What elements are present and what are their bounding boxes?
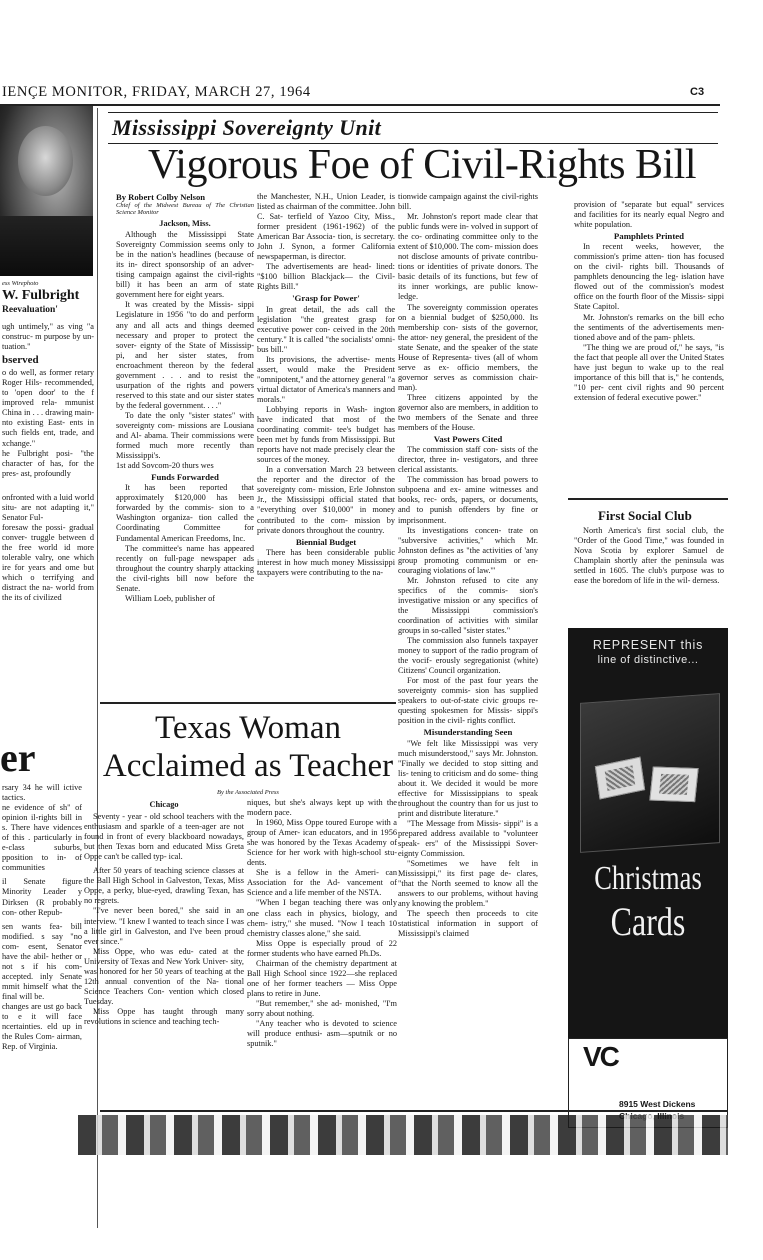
paragraph: Mr. Johnston's report made clear that public funds were in- volved in support of the co- ordinating committee only to the extent of $10,000. The com- mission does not disclose amounts of private contribu- tions or identities of private donors. The basic details of its functions, but few of its inner workings, are public know- ledge. (398, 212, 538, 302)
bottom-scan-strip (78, 1115, 728, 1155)
subhead: 'Grasp for Power' (292, 293, 360, 304)
byline: By Robert Colby Nelson (116, 192, 206, 202)
paragraph: The committee's name has appeared recently on full-page newspaper ads throughout the country sharply attacking the civil-rights bill now before the Senate. (116, 543, 254, 593)
paragraph: "Sometimes we have felt in Mississippi," its first page de- clares, "that the North seemed to know all the answers to our problems, without having any knowing the problem." (398, 859, 538, 909)
paragraph: the Manchester, N.H., Union Leader, is listed as chairman of the committee. John C. Sat- terfield of Yazoo City, Miss., former president (1961-1962) of the American Bar Associa- tion, is secretary. John J. Synon, a former California newspaperman, is director. (257, 192, 395, 262)
paragraph: It was created by the Missis- sippi Legislature in 1956 "to do and perform any and all acts and things deemed necessary and proper to protect the sover- eignty of the State of Mississip- pi, and her sister states, from encroachment thereon by the federal government . . . and to resist the usurpation of the rights and powers reserved to this state and our sister states by the federal government. . . ." (116, 300, 254, 410)
paragraph: In a conversation March 23 between the reporter and the director of the sovereignty com- mission, Erle Johnston Jr., the Mississippi official stated that "everything over $10,000" in money contributed to the com- mission by private donors throughout the country. (257, 465, 395, 535)
paragraph: In recent weeks, however, the commission's prime atten- tion has focused on the civil- rights bill. Thousands of pamphlets denouncing the leg- islation have flowed out of the commission's modest office on the fourth floor of the Missis- sippi State Capitol. (574, 242, 724, 312)
paragraph: "The Message from Missis- sippi" is a prepared address available to "volunteer speak- ers" of the Mississippi Sover- eignty Commission. (398, 818, 538, 859)
dateline: Chicago (149, 800, 179, 809)
left-column-top (2, 322, 94, 682)
paragraph: provision of "separate but equal" services and facilities for its nearly equal Negro and white population. (574, 200, 724, 230)
paragraph: ne evidence of sh" of opinion il-rights bill in s. There have vidences of this . particularly in e-class suburbs, pposition to in- of communities (2, 803, 82, 873)
kicker: Mississippi Sovereignty Unit (112, 115, 382, 140)
paragraph: "The thing we are proud of," he says, "is the fact that people all over the United States have just begun to wake up to the real importance of this bill that is," he contends, "10 per- cent civil rights and 90 percent extension of federal executive power." (574, 342, 724, 402)
paragraph: Although the Mississippi State Sovereignty Commission seems only to be in the nation's headlines (because of its in- direct sponsorship of an adver- tising campaign against the civil-rights bill) it has been an arm of state government here for eight years. (116, 230, 254, 300)
paragraph: The speech then proceeds to cite statistical information in support of Mississippi's claimed (398, 909, 538, 939)
left-headline-fragment: er (0, 735, 36, 780)
sovereignty-col-1 (116, 192, 254, 702)
subhead: Misunderstanding Seen (423, 727, 513, 738)
portrait-photo (0, 106, 93, 276)
paragraph: William Loeb, publisher of (125, 593, 215, 603)
paragraph: The advertisements are head- lined: "$100 billion Blackjack— the Civil-Rights Bill." (257, 262, 395, 292)
paragraph: sen wants fea- bill modified. s say "no com- esent, Senator have the abil- hether or not s if his com- accepted. inly Senate mmit himself what the final will be. (2, 921, 82, 1001)
social-club-body (574, 526, 724, 616)
paragraph: tionwide campaign against the civil-rights bill. (398, 192, 538, 212)
left-column-bottom (2, 783, 82, 1223)
wire-note: 1st add Sovcom-20 thurs wes (116, 461, 214, 471)
paragraph: il Senate figure Minority Leader y Dirksen (R probably con- other Repub- (2, 877, 82, 917)
paragraph: "Any teacher who is devoted to science will produce enthusi- asm—sputnik or no sputnik." (247, 1019, 397, 1049)
paragraph: Mr. Johnston refused to cite any specifics of the commis- sion's investigative mission or any specifics of the Mississippi commission's coordination of activities with similar groups in so-called "sister states." (398, 575, 538, 636)
ad-address: 8915 West Dickens (619, 1099, 696, 1109)
paragraph: foresaw the possi- gradual conver- truggle between d the free world id more tolerable valry, one which ire for years and ome but which o terrifying and distract the na- world from the its of civilized (2, 522, 94, 603)
subhead: Funds Forwarded (151, 472, 219, 483)
paragraph: In great detail, the ads call the legislation "the greatest grasp for executive power con- ceived in the 20th century." It is called "the socialists' omni- bus bill." (257, 304, 395, 354)
card-box-illustration (580, 693, 720, 853)
paragraph: rsary 34 he will ictive tactics. (2, 783, 82, 803)
masthead-rule (0, 104, 720, 106)
paragraph: For most of the past four years the sovereignty commis- sion has supplied speakers to out-of-state civic groups re- questing spokesmen for Missis- sippi's position in the civil- rights conflict. (398, 676, 538, 726)
subhead: Biennial Budget (295, 536, 357, 547)
paragraph: She is a fellow in the Ameri- can Association for the Ad- vancement of Science and a life member of the NSTA. (247, 868, 397, 898)
ad-logo: VC (583, 1041, 618, 1072)
paragraph: Miss Oppe is especially proud of 22 former students who have earned Ph.Ds. (247, 938, 397, 958)
section-heading: bserved (2, 354, 39, 367)
masthead-title: IENÇE MONITOR, FRIDAY, MARCH 27, 1964 (2, 84, 311, 100)
paragraph: There has been considerable public interest in how much money Mississippi taxpayers were contributing to the na- (257, 547, 395, 577)
paragraph: It has been reported that approximately $120,000 has been forwarded by the commis- sion to a Washington organiza- tion called the Coordinating Committee for Fundamental American Freedoms, Inc. (116, 483, 254, 543)
paragraph: ugh untimely," as ving "a construc- m purpose by un- tuation." (2, 322, 94, 352)
paragraph: o do well, as former retary Roger Hils- recommended, to 'open door' to the f improved rela- mmunist China in . . . drawing main- nto existing East- ents in such fields ent, trade, and xchange." (2, 368, 94, 448)
paragraph: Miss Oppe has taught through many revolutions in science and teaching tech- (84, 1006, 244, 1026)
page-number: C3 (690, 86, 705, 98)
paragraph: North America's first social club, the "Order of the Good Time," was founded in Nova Scotia by explorer Samuel de Champlain shortly after the peninsula was settled in 1605. The club's purpose was to ease the boredom of life in the wil- derness. (574, 526, 724, 586)
paragraph: onfronted with a luid world situ- are not adapting it," Senator Ful- (2, 492, 94, 522)
paragraph: To date the only "sister states" with sovereignty com- missions are Lousiana and Al- abama. Their commissions were formed much more recently than Mississippi's. (116, 410, 254, 461)
paragraph: The sovereignty commission operates on a biennial budget of $250,000. Its membership con- sists of the governor, the attor- ney general, the president of the state Senate, and the speaker of the state House of Representa- tives (all of whom serve as ex- officio members, the governor serves as commission chair- man). (398, 302, 538, 392)
photo-credit: ess Wirephoto (2, 280, 39, 287)
paragraph: "We felt like Mississippi was very much misunderstood," says Mr. Johnston. "Finally we decided to stop sitting and lis- tening to criticism and do some- thing about it. We decided it would be more effective for Mississippians to speak throughout the country than for us just to print and distribute literature." (398, 738, 538, 818)
paragraph: Lobbying reports in Wash- ington have indicated that most of the coordinating commit- tee's budget has been met by funds from Mississippi. But reports have not made precisely clear the sources of the money. (257, 404, 395, 465)
paragraph: The commission has broad powers to subpoena and ex- amine witnesses and books, rec- ords, papers, or documents, and to punish offenders by fine or imprisonment. (398, 475, 538, 525)
paragraph: Three citizens appointed by the governor also are members, in addition to two members of the Senate and three members of the House. (398, 392, 538, 433)
dateline: Jackson, Miss. (159, 219, 211, 229)
paragraph: After 50 years of teaching science classes at the Ball High School in Galveston, Texas, Miss Oppe, a perky, blue-eyed, drawling Texan, has no regrets. (84, 866, 244, 906)
paragraph: Its investigations concen- trate on "subversive activities," which Mr. Johnston defines as "the activities of 'any group promoting communism or en- couraging violations of law.'" (398, 525, 538, 575)
ad-christmas: Christmas (594, 860, 702, 897)
paragraph: "I've never been bored," she said in an interview. "I knew I wanted to teach since I was a little girl in Galveston, and I've been proud ever since." (84, 906, 244, 946)
left-subhead: Reevaluation' (2, 305, 58, 315)
social-club-headline: First Social Club (598, 508, 692, 523)
paragraph: Its provisions, the advertise- ments assert, would make the President "omnipotent," and the attorney general "a virtual dictator of America's manners and morals." (257, 354, 395, 404)
paragraph: The commission also funnels taxpayer money to support of the radio program of the vocif- erously segregationist (white) Citizens' Council organization. (398, 636, 538, 676)
paragraph: he Fulbright posi- "the character of has, for the pres- ast, profoundly (2, 448, 94, 478)
subhead: Pamphlets Printed (613, 231, 685, 242)
ad-line-2: line of distinctive... (597, 654, 699, 666)
christmas-cards-ad (568, 628, 728, 1128)
sovereignty-col-2 (257, 192, 395, 702)
texas-credit: By the Associated Press (217, 789, 279, 796)
paragraph: Miss Oppe, who was edu- cated at the University of Texas and New York Univer- sity, was honored for her 50 years of teaching at the 12th annual convention of the Na- tional Science Teachers Con- vention which closed Tuesday. (84, 946, 244, 1006)
kicker-box (108, 112, 718, 144)
left-headline: W. Fulbright (2, 288, 80, 303)
texas-col-1 (84, 800, 244, 1100)
sovereignty-col-4 (574, 200, 724, 490)
ad-cards: Cards (610, 899, 686, 944)
texas-headline-2: Acclaimed as Teacher (102, 748, 394, 784)
texas-article-rule (100, 702, 396, 704)
texas-col-2 (247, 798, 397, 1108)
masthead (0, 84, 763, 104)
ad-line-1: REPRESENT this (592, 638, 704, 652)
paragraph: In 1960, Miss Oppe toured Europe with a group of Amer- ican educators, and in 1956 she was honored by the Texas Academy of Science for her work with high-school stu- dents. (247, 818, 397, 868)
paragraph: changes are ust go back to e it will face ncertainties. eld up in the Rules Com- airman, Rep. of Virginia. (2, 1001, 82, 1052)
bottom-rule (100, 1110, 728, 1112)
paragraph: "But remember," she ad- monished, "I'm sorry about nothing. (247, 998, 397, 1018)
paragraph: Seventy - year - old school teachers with the enthusiasm and sparkle of a teen-ager are not found in front of every blackboard nowadays, but then Texas born and educated Miss Greta Oppe can't be called typ- ical. (84, 812, 244, 862)
paragraph: The commission staff con- sists of the director, three in- vestigators, and three clerical assistants. (398, 445, 538, 475)
article-headline: Vigorous Foe of Civil-Rights Bill (148, 142, 697, 188)
subhead: Vast Powers Cited (433, 434, 503, 445)
byline-credit: Chief of the Midwest Bureau of The Christian Science Monitor (116, 202, 254, 217)
paragraph: Mr. Johnston's remarks on the bill echo the sentiments of the advertisements men- tioned above and of the pam- phlets. (574, 312, 724, 342)
paragraph: "When I began teaching there was only one class each in physics, biology, and chem- istry," she mused. "Now I teach 10 chemistry classes alone," she said. (247, 898, 397, 938)
texas-headline-1: Texas Woman (155, 710, 341, 746)
sovereignty-col-3 (398, 192, 538, 1112)
social-club-rule (568, 498, 728, 500)
paragraph: niques, but she's always kept up with the modern pace. (247, 798, 397, 818)
paragraph: Chairman of the chemistry department at Ball High School since 1922—she replaced one of her former teachers — Miss Oppe plans to retire in June. (247, 958, 397, 998)
